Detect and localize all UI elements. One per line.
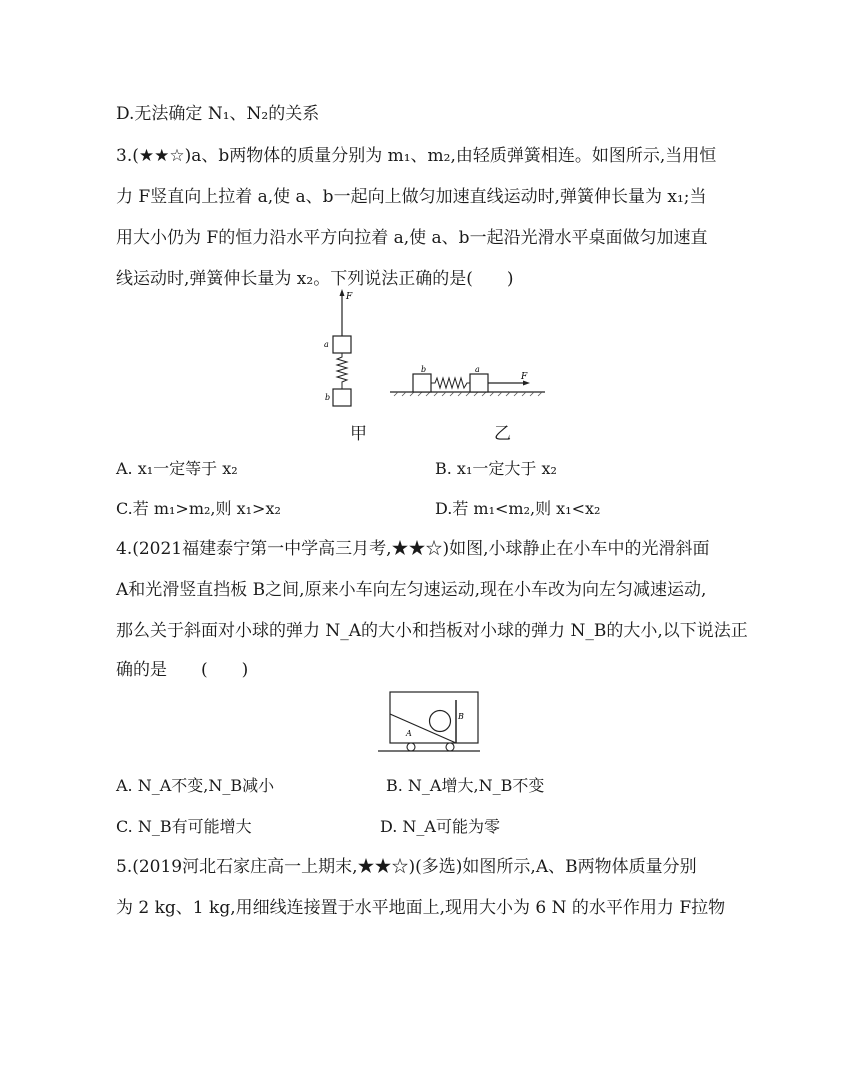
wheel-right: [446, 743, 454, 751]
block-b-vertical: [333, 389, 351, 406]
q4-line-1: 4.(2021福建泰宁第一中学高三月考,★★☆)如图,小球静止在小车中的光滑斜面: [116, 539, 710, 559]
spring-horizontal: [431, 378, 470, 388]
label-a-horizontal: a: [475, 365, 480, 374]
q3-spring-figure: [320, 286, 550, 416]
q3-option-b: B. x₁一定大于 x₂: [435, 459, 557, 478]
q5-line-2: 为 2 kg、1 kg,用细线连接置于水平地面上,现用大小为 6 N 的水平作用力 F拉物: [116, 898, 726, 918]
label-a-vertical: a: [324, 340, 329, 349]
ball: [430, 711, 451, 732]
q3-option-a: A. x₁一定等于 x₂: [116, 459, 238, 478]
label-b-horizontal: b: [421, 365, 427, 374]
q4-option-b: B. N_A增大,N_B不变: [386, 776, 545, 795]
label-F-vertical: F: [346, 292, 353, 302]
q3-line-4: 线运动时,弹簧伸长量为 x₂。下列说法正确的是( ): [116, 269, 514, 289]
q5-line-1: 5.(2019河北石家庄高一上期末,★★☆)(多选)如图所示,A、B两物体质量分别: [116, 857, 697, 877]
q4-line-2: A和光滑竖直挡板 B之间,原来小车向左匀速运动,现在小车改为向左匀减速运动,: [116, 580, 707, 600]
q3-line-3: 用大小仍为 F的恒力沿水平方向拉着 a,使 a、b一起沿光滑水平桌面做匀加速直: [116, 228, 708, 248]
q4-line-4: 确的是 ( ): [116, 660, 249, 680]
q3-option-d: D.若 m₁<m₂,则 x₁<x₂: [435, 499, 601, 518]
q3-line-2: 力 F竖直向上拉着 a,使 a、b一起向上做匀加速直线运动时,弹簧伸长量为 x₁;当: [116, 187, 707, 207]
label-F-horizontal: F: [521, 372, 528, 382]
q3-line-1: 3.(★★☆)a、b两物体的质量分别为 m₁、m₂,由轻质弹簧相连。如图所示,当用恒: [116, 146, 717, 166]
wheel-left: [407, 743, 415, 751]
block-a-vertical: [333, 336, 351, 353]
q4-option-d: D. N_A可能为零: [380, 817, 500, 836]
q3-option-c: C.若 m₁>m₂,则 x₁>x₂: [116, 499, 281, 518]
q4-line-3: 那么关于斜面对小球的弹力 N_A的大小和挡板对小球的弹力 N_B的大小,以下说法正: [116, 621, 748, 641]
horizontal-setup: [390, 365, 545, 396]
figure-caption-yi: 乙: [494, 424, 511, 444]
q2-option-d: D.无法确定 N₁、N₂的关系: [116, 104, 320, 124]
q4-cart-figure: [376, 690, 482, 756]
label-A: A: [406, 729, 412, 738]
label-B: B: [458, 712, 464, 721]
spring-vertical: [337, 353, 347, 389]
q4-option-a: A. N_A不变,N_B减小: [116, 776, 275, 795]
block-b-horizontal: [413, 374, 431, 392]
label-b-vertical: b: [325, 393, 331, 402]
vertical-setup: [324, 289, 353, 406]
q4-option-c: C. N_B有可能增大: [116, 817, 252, 836]
block-a-horizontal: [470, 374, 488, 392]
figure-caption-jia: 甲: [350, 424, 367, 444]
